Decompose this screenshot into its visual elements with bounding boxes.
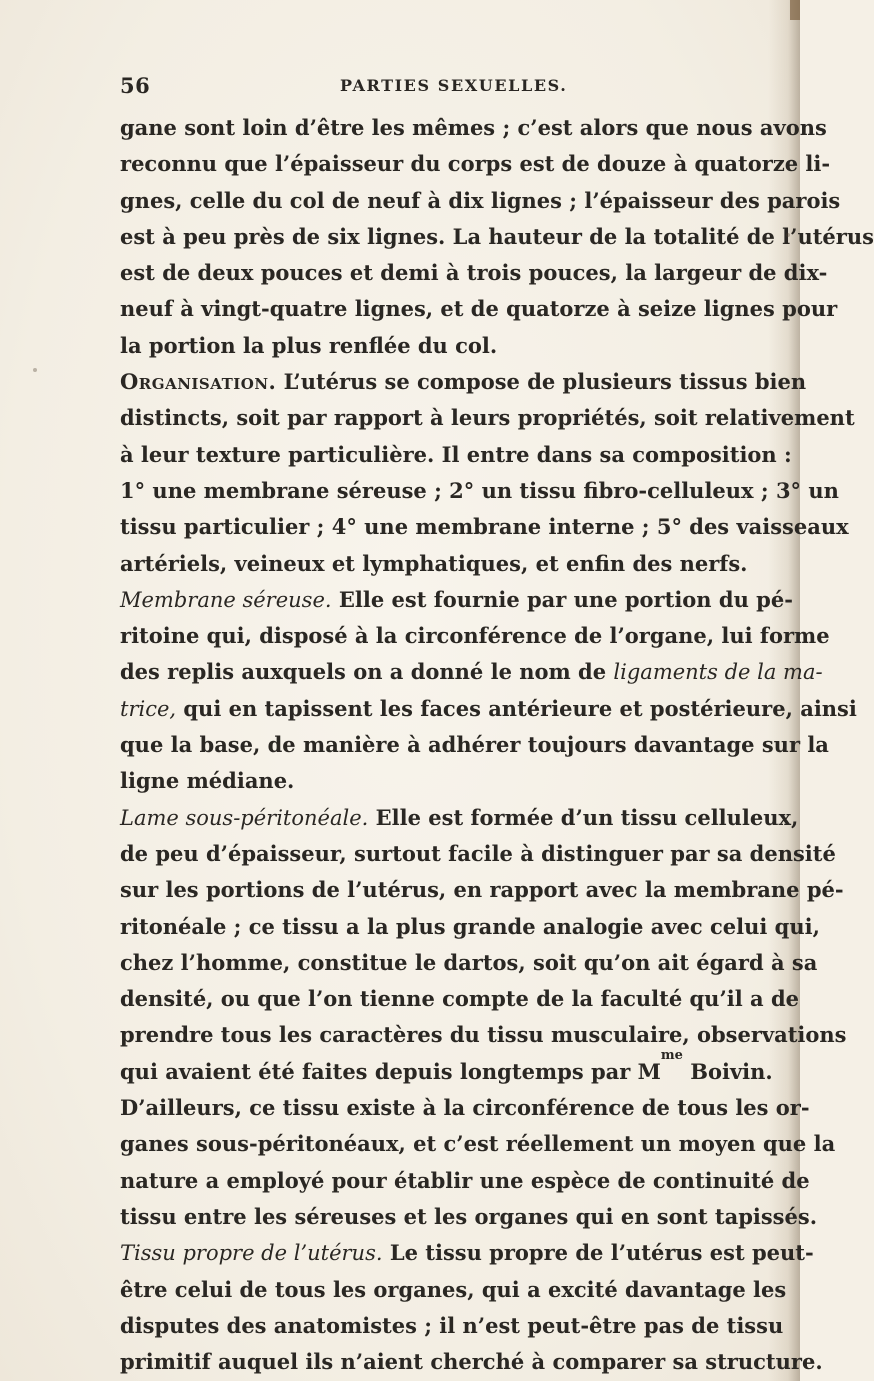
text-run: Le tissu propre de l’utérus est peut-	[382, 1240, 814, 1266]
text-line	[120, 691, 857, 727]
text-run: L’utérus se compose de plusieurs tissus bien	[276, 369, 807, 395]
text-line: nature a employé pour établir une espèce de continuité de	[120, 1167, 810, 1193]
text-line: être celui de tous les organes, qui a excité davantage les	[120, 1276, 787, 1302]
text-line: reconnu que l’épaisseur du corps est de douze à quatorze li-	[120, 151, 831, 177]
text-line: tissu entre les séreuses et les organes qui en sont tapissés.	[120, 1203, 817, 1229]
text-line: ritoine qui, disposé à la circonférence de l’organe, lui forme	[120, 623, 830, 649]
text-line: ganes sous-péritonéaux, et c’est réellement un moyen que la	[120, 1131, 836, 1157]
text-line-section-membrane	[120, 582, 793, 618]
italic-term: trice,	[120, 696, 177, 721]
text-line: que la base, de manière à adhérer toujours davantage sur la	[120, 732, 829, 758]
text-run: Elle est formée d’un tissu celluleux,	[368, 804, 799, 830]
text-line: ligne médiane.	[120, 768, 295, 794]
body-text	[120, 110, 874, 1380]
text-run: des replis auxquels on a donné le nom de	[120, 659, 614, 685]
text-line: primitif auquel ils n’aient cherché à comparer sa structure.	[120, 1349, 823, 1375]
text-line: la portion la plus renflée du col.	[120, 332, 498, 358]
text-line: 1° une membrane séreuse ; 2° un tissu fibro-celluleux ; 3° un	[120, 477, 839, 503]
page-number: 56	[120, 73, 151, 98]
italic-term: ligaments de la ma-	[613, 660, 823, 685]
section-heading-tissu-propre: Tissu propre de l’utérus.	[120, 1241, 383, 1266]
text-line: disputes des anatomistes ; il n’est peut-être pas de tissu	[120, 1312, 784, 1338]
text-line: gnes, celle du col de neuf à dix lignes ; l’épaisseur des parois	[120, 187, 841, 213]
section-heading-membrane-sereuse: Membrane séreuse.	[120, 587, 332, 612]
text-line: chez l’homme, constitue le dartos, soit qu’on ait égard à sa	[120, 949, 818, 975]
text-line-section-lame	[120, 800, 799, 836]
text-line: artériels, veineux et lymphatiques, et enfin des nerfs.	[120, 550, 748, 576]
page-header	[120, 73, 770, 107]
text-line: à leur texture particulière. Il entre dans sa composition :	[120, 441, 792, 467]
text-line	[120, 654, 823, 690]
text-run: Boivin.	[682, 1058, 773, 1084]
text-line: de peu d’épaisseur, surtout facile à distinguer par sa densité	[120, 840, 836, 866]
text-line: est à peu près de six lignes. La hauteur de la totalité de l’utérus	[120, 223, 874, 249]
paper-speck	[33, 368, 37, 372]
text-line: D’ailleurs, ce tissu existe à la circonférence de tous les or-	[120, 1095, 810, 1121]
paper-speck	[786, 233, 790, 237]
superscript-me: me	[660, 1047, 683, 1063]
text-line	[120, 1047, 773, 1090]
text-line: prendre tous les caractères du tissu musculaire, observations	[120, 1022, 847, 1048]
text-line: sur les portions de l’utérus, en rapport avec la membrane pé-	[120, 877, 844, 903]
section-heading-organisation: Organisation.	[120, 369, 277, 395]
page-edge-stain	[790, 0, 800, 20]
running-title: PARTIES SEXUELLES.	[340, 76, 568, 95]
section-heading-lame-sous-peritoneale: Lame sous-péritonéale.	[120, 805, 369, 830]
text-line: tissu particulier ; 4° une membrane interne ; 5° des vaisseaux	[120, 514, 849, 540]
text-line: densité, ou que l’on tienne compte de la faculté qu’il a de	[120, 986, 799, 1012]
text-line: est de deux pouces et demi à trois pouces, la largeur de dix-	[120, 260, 828, 286]
text-line: gane sont loin d’être les mêmes ; c’est alors que nous avons	[120, 115, 827, 140]
text-run: qui en tapissent les faces antérieure et postérieure, ainsi	[176, 695, 857, 721]
text-line: neuf à vingt-quatre lignes, et de quatorze à seize lignes pour	[120, 296, 838, 322]
text-line: ritonéale ; ce tissu a la plus grande analogie avec celui qui,	[120, 913, 820, 939]
text-run: Elle est fournie par une portion du pé-	[331, 586, 793, 612]
text-line-section-tissu-propre	[120, 1235, 814, 1271]
text-line-section-organisation	[120, 364, 807, 400]
text-line: distincts, soit par rapport à leurs propriétés, soit relativement	[120, 405, 855, 431]
text-run: qui avaient été faites depuis longtemps par M	[120, 1058, 661, 1084]
